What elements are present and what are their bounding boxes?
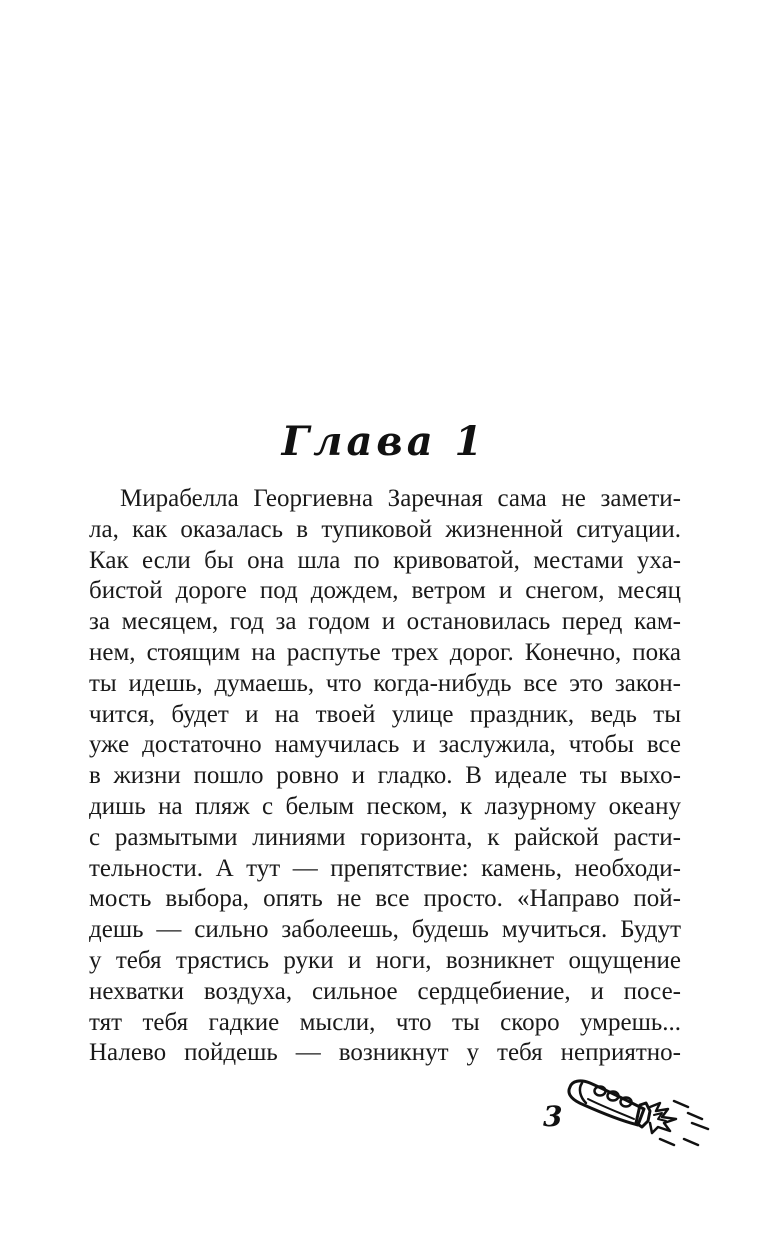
text-line: Мирабелла Георгиевна Заречная сама не замети- bbox=[120, 485, 681, 512]
text-line: тельности. А тут — препятствие: камень, необходи- bbox=[89, 854, 681, 882]
text-line: нем, стоящим на распутье трех дорог. Конечно, пока bbox=[89, 638, 681, 666]
text-line: бистой дороге под дождем, ветром и снегом, месяц bbox=[89, 577, 681, 605]
text-line: дишь на пляж с белым песком, к лазурному океану bbox=[89, 792, 681, 820]
text-line: нехватки воздуха, сильное сердцебиение, и посе- bbox=[89, 977, 681, 1005]
text-line: уже достаточно намучилась и заслужила, чтобы все bbox=[89, 731, 681, 759]
text-line: в жизни пошло ровно и гладко. В идеале ты выхо- bbox=[89, 762, 681, 790]
chapter-title: Глава 1 bbox=[281, 418, 487, 465]
text-line: ла, как оказалась в тупиковой жизненной ситуации. bbox=[89, 515, 681, 543]
text-line: чится, будет и на твоей улице праздник, ведь ты bbox=[89, 700, 681, 728]
text-line: с размытыми линиями горизонта, к райской расти- bbox=[89, 823, 681, 851]
text-line: Налево пойдешь — возникнут у тебя неприятно- bbox=[89, 1039, 681, 1067]
rocket-icon bbox=[562, 1065, 722, 1155]
text-line: ты идешь, думаешь, что когда-нибудь все это закон- bbox=[89, 669, 681, 697]
text-line: мость выбора, опять не все просто. «Направо пой- bbox=[89, 885, 681, 913]
text-line: Как если бы она шла по кривоватой, местами уха- bbox=[89, 546, 681, 574]
text-line: у тебя трястись руки и ноги, возникнет ощущение bbox=[89, 946, 681, 974]
text-line: за месяцем, год за годом и остановилась перед кам- bbox=[89, 608, 681, 636]
chapter-body-text bbox=[89, 484, 681, 1069]
text-line: тят тебя гадкие мысли, что ты скоро умрешь... bbox=[89, 1008, 681, 1036]
page-number: 3 bbox=[543, 1100, 563, 1133]
text-line: дешь — сильно заболеешь, будешь мучиться. Будут bbox=[89, 916, 681, 944]
